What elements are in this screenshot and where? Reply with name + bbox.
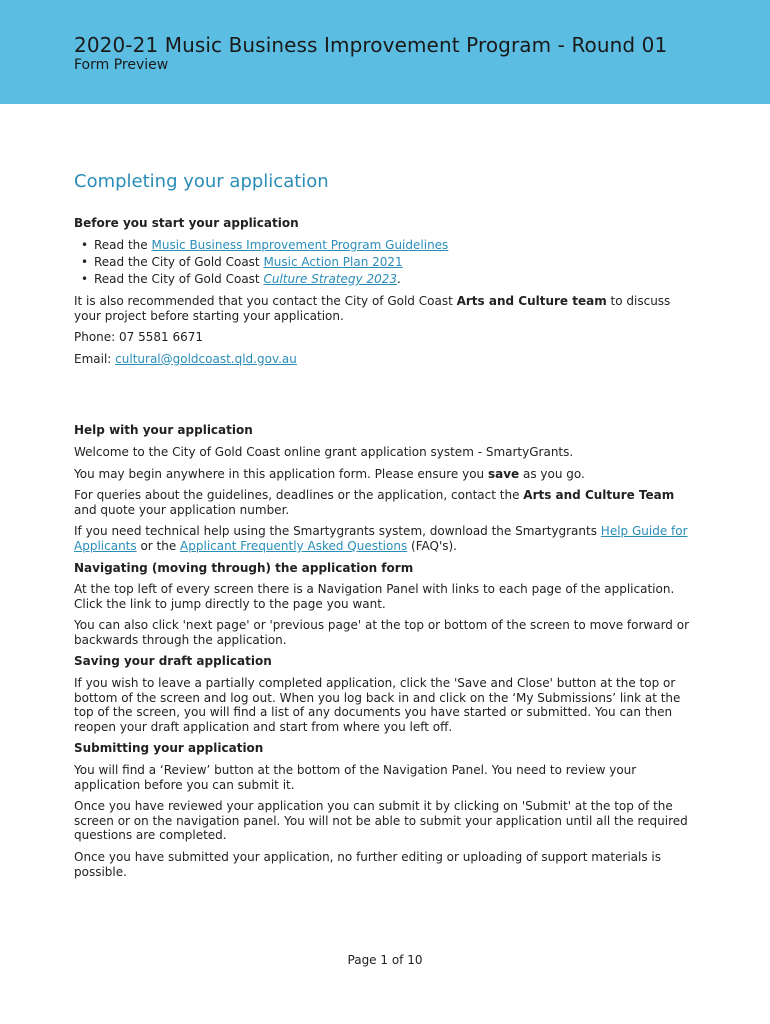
begin-paragraph — [74, 467, 694, 482]
culture-strategy-link[interactable]: Culture Strategy 2023 — [263, 272, 397, 287]
saving-heading: Saving your draft application — [74, 654, 272, 669]
before-list — [74, 238, 694, 287]
email-line — [74, 352, 694, 367]
help-heading: Help with your application — [74, 423, 253, 438]
tech-text-mid: or the — [136, 538, 181, 553]
submitting-paragraph-1: You will find a ‘Review’ button at the bottom of the Navigation Panel. You need to review your application before you can submit it. — [74, 763, 637, 792]
submitting-heading: Submitting your application — [74, 741, 264, 756]
music-action-plan-link[interactable]: Music Action Plan 2021 — [263, 254, 403, 269]
section-title: Completing your application — [74, 171, 329, 192]
list-item — [94, 272, 694, 287]
list-item-text: Read the — [94, 237, 152, 252]
submitting-paragraph-3: Once you have submitted your application, no further editing or uploading of support materials is possible. — [74, 850, 662, 879]
navigating-heading: Navigating (moving through) the application form — [74, 560, 414, 575]
contact-text-end: to discuss your project before starting your application. — [74, 293, 671, 323]
navigating-paragraph-2: You can also click 'next page' or 'previous page' at the top or bottom of the screen to move forward or backwards through the application. — [74, 618, 690, 647]
page-number: Page 1 of 10 — [347, 953, 423, 967]
begin-text: You may begin anywhere in this application form. Please ensure you — [74, 466, 488, 481]
welcome-paragraph: Welcome to the City of Gold Coast online grant application system - SmartyGrants. — [74, 444, 574, 459]
queries-paragraph — [74, 488, 694, 517]
begin-text-end: as you go. — [519, 466, 585, 481]
queries-text-end: and quote your application number. — [74, 502, 290, 517]
navigating-paragraph-1: At the top left of every screen there is a Navigation Panel with links to each page of the application. Click the link to jump directly to the page you want. — [74, 582, 675, 611]
phone-line: Phone: 07 5581 6671 — [74, 330, 204, 345]
list-item — [94, 255, 694, 270]
before-heading: Before you start your application — [74, 216, 299, 230]
email-label: Email: — [74, 351, 116, 366]
saving-paragraph: If you wish to leave a partially completed application, click the 'Save and Close' button at the top or bottom of the screen and log out. When you log back in and click on the ‘My Submissions’ link at the top of the screen, you will find a list of any documents you have started or submitted. You can then reopen your draft application and start from where you left off. — [74, 676, 681, 734]
help-guide-link[interactable]: Help Guide for Applicants — [74, 524, 688, 553]
list-item-text: Read the City of Gold Coast — [94, 272, 264, 287]
guidelines-link[interactable]: Music Business Improvement Program Guidelines — [151, 237, 449, 252]
spacer — [74, 373, 694, 423]
contact-text: It is also recommended that you contact the City of Gold Coast — [74, 293, 457, 308]
tech-text-end: (FAQ's). — [407, 538, 457, 553]
page-header — [0, 0, 770, 104]
faq-link[interactable]: Applicant Frequently Asked Questions — [180, 538, 408, 553]
form-title: 2020-21 Music Business Improvement Program - Round 01 — [74, 33, 668, 57]
list-item — [94, 238, 694, 253]
tech-help-paragraph — [74, 524, 694, 553]
main-content — [74, 170, 694, 886]
arts-team-bold: Arts and Culture Team — [523, 488, 675, 503]
save-bold: save — [487, 466, 520, 481]
email-link[interactable]: cultural@goldcoast.qld.gov.au — [115, 351, 297, 366]
contact-paragraph — [74, 294, 694, 323]
queries-text: For queries about the guidelines, deadlines or the application, contact the — [74, 488, 524, 503]
list-item-suffix: . — [396, 272, 401, 287]
form-subtitle: Form Preview — [74, 57, 169, 73]
submitting-paragraph-2: Once you have reviewed your application you can submit it by clicking on 'Submit' at the top of the screen or on the navigation panel. You will not be able to submit your application until all the required questions are completed. — [74, 799, 688, 843]
tech-text: If you need technical help using the Smartygrants system, download the Smartygrants — [74, 524, 601, 539]
list-item-text: Read the City of Gold Coast — [94, 254, 264, 269]
contact-team-bold: Arts and Culture team — [456, 293, 607, 308]
